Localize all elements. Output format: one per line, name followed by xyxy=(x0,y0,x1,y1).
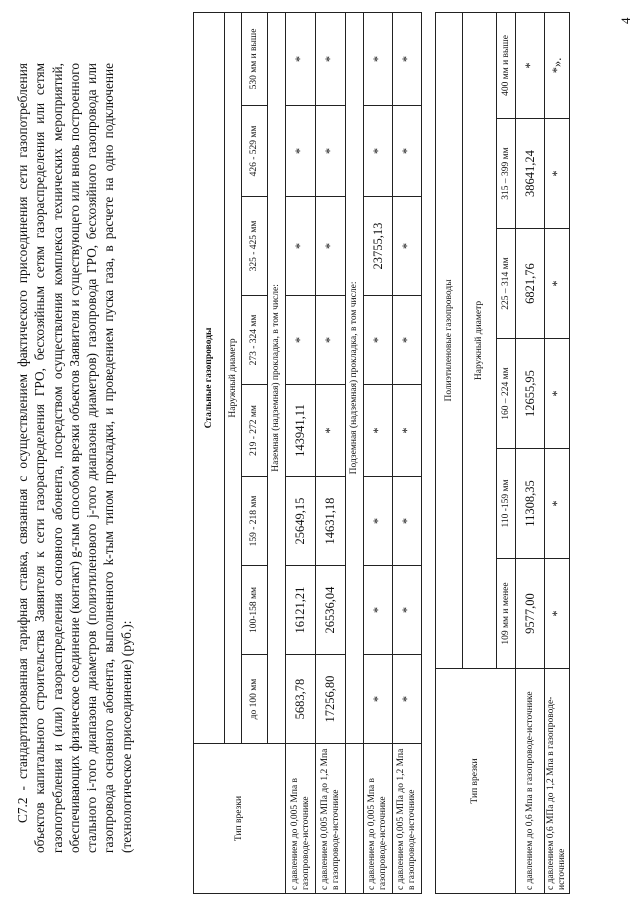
pe-col-header: 109 мм и менее xyxy=(497,559,516,669)
row-label: с давлением до 0,005 Мпа в газопроводе-источнике xyxy=(286,744,316,894)
table-cell: 14631,18 xyxy=(316,477,346,566)
table-cell: 25649,15 xyxy=(286,477,316,566)
table-cell: * xyxy=(393,655,422,744)
table-cell: * xyxy=(316,12,346,105)
table-cell: * xyxy=(393,566,422,655)
pe-diameter-header: Наружный диаметр xyxy=(463,12,497,668)
table-cell: * xyxy=(516,12,545,118)
table-cell: * xyxy=(545,449,570,559)
table-cell: * xyxy=(364,106,393,197)
table-cell: * xyxy=(364,566,393,655)
table-cell: * xyxy=(545,229,570,339)
table-cell: * xyxy=(393,296,422,385)
table-cell: 143941,11 xyxy=(286,385,316,477)
table-cell: 9577,00 xyxy=(516,559,545,669)
pe-col-header: 225 – 314 мм xyxy=(497,229,516,339)
steel-col-header: до 100 мм xyxy=(242,655,268,744)
table-cell: 11308,35 xyxy=(516,449,545,559)
table-cell: 26536,04 xyxy=(316,566,346,655)
table-cell: *». xyxy=(545,12,570,118)
table-cell: * xyxy=(364,12,393,105)
pe-col-header: 160 – 224 мм xyxy=(497,339,516,449)
steel-col-header: 273 - 324 мм xyxy=(242,296,268,385)
table-cell: 17256,80 xyxy=(316,655,346,744)
table-cell: 6821,76 xyxy=(516,229,545,339)
section-underground: Подземная (надземная) прокладка, в том числе: xyxy=(346,12,364,743)
table-cell: * xyxy=(545,339,570,449)
row-label: с давлением до 0,005 Мпа в газопроводе-источнике xyxy=(364,744,393,894)
table-cell: * xyxy=(316,106,346,197)
table-cell: 38641,24 xyxy=(516,119,545,229)
polyethylene-pipelines-table xyxy=(435,12,570,894)
empty-cell xyxy=(346,744,364,894)
steel-col-header: 325 - 425 мм xyxy=(242,197,268,296)
page-number: 4 xyxy=(618,17,633,24)
pe-type-header: Тип врезки xyxy=(436,669,516,894)
row-label: с давлением до 0,6 Мпа в газопроводе-источнике xyxy=(516,669,545,894)
table-cell: 16121,21 xyxy=(286,566,316,655)
table-cell: * xyxy=(286,106,316,197)
table-cell: * xyxy=(286,296,316,385)
section-above-ground: Наземная (надземная) прокладка, в том числе: xyxy=(268,12,286,743)
table-cell: * xyxy=(545,559,570,669)
table-cell: * xyxy=(316,385,346,477)
table-cell: 5683,78 xyxy=(286,655,316,744)
row-label: с давлением 0,005 МПа до 1,2 Мпа в газопроводе-источнике xyxy=(316,744,346,894)
table-cell: * xyxy=(364,296,393,385)
steel-pipelines-table xyxy=(193,12,422,894)
table-cell: * xyxy=(286,12,316,105)
steel-col-header: 100-158 мм xyxy=(242,566,268,655)
table-cell: * xyxy=(364,655,393,744)
table-cell: 23755,13 xyxy=(364,197,393,296)
steel-col-header: 219 - 272 мм xyxy=(242,385,268,477)
pe-col-header: 110 -159 мм xyxy=(497,449,516,559)
table-cell: * xyxy=(364,477,393,566)
steel-diameter-header: Наружный диаметр xyxy=(225,12,242,743)
row-label: с давлением 0,005 МПа до 1,2 Мпа в газопроводе-источнике xyxy=(393,744,422,894)
table-cell: * xyxy=(364,385,393,477)
table-cell: * xyxy=(545,119,570,229)
pe-col-header: 400 мм и выше xyxy=(497,12,516,118)
steel-type-header: Тип врезки xyxy=(194,744,286,894)
table-cell: * xyxy=(393,197,422,296)
steel-col-header: 159 - 218 мм xyxy=(242,477,268,566)
table-cell: 12655,95 xyxy=(516,339,545,449)
table-cell: * xyxy=(393,477,422,566)
row-label: с давлением 0,6 МПа до 1,2 Мпа в газопроводе-источнике xyxy=(545,669,570,894)
table-cell: * xyxy=(316,296,346,385)
pe-col-header: 315 – 399 мм xyxy=(497,119,516,229)
table-cell: * xyxy=(393,385,422,477)
steel-table-title: Стальные газопроводы xyxy=(194,12,225,743)
rate-definition-paragraph: С7.2 - стандартизированная тарифная ставка, связанная с осуществлением фактического присоединения сети газопотребления объектов капитального строительства Заявителя к сети газораспределения ГРО, бесхозяйным сетям газораспределения или сетям газопотребления и (или) газораспределения основного абонента, посредством осуществления комплекса технических мероприятий, обеспечивающих физическое соединение (контакт) g-тым способом врезки объектов Заявителя и существующего или вновь построенного стального i-того диапазона диаметров (полиэтиленового j-того диапазона диаметров) газопровода ГРО, бесхозяйного газопровода или газопровода основного абонента, выполненного k-тым типом прокладки, и проведением пуска газа, в расчете на одно подключение (технологическое присоединение) (руб.): xyxy=(15,63,134,853)
table-cell: * xyxy=(393,106,422,197)
pe-table-title: Полиэтиленовые газопроводы xyxy=(436,12,463,668)
table-cell: * xyxy=(393,12,422,105)
table-cell: * xyxy=(316,197,346,296)
steel-col-header: 426 - 529 мм xyxy=(242,106,268,197)
table-cell: * xyxy=(286,197,316,296)
steel-col-header: 530 мм и выше xyxy=(242,12,268,105)
